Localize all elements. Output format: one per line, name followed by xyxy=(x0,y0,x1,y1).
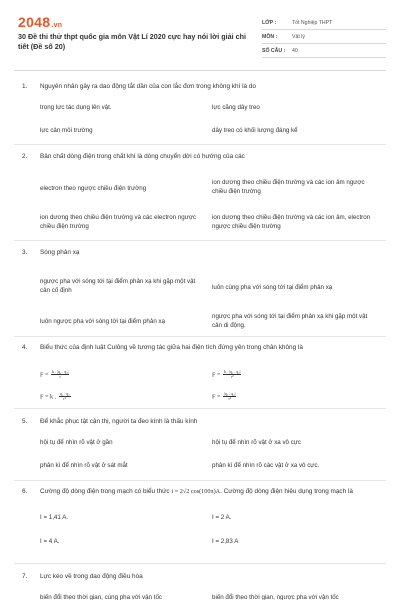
question-text: Để khắc phục tật cận thị, người ta đeo kính là thấu kính xyxy=(40,418,198,425)
question-number: 2. xyxy=(22,153,28,160)
formula-fraction xyxy=(59,392,71,402)
question-stem xyxy=(22,417,378,426)
fraction-denominator: r² xyxy=(63,396,66,402)
question-2 xyxy=(22,152,378,241)
answer-option-a[interactable]: ngược pha với sóng tới tại điểm phản xạ khi gặp một vật cản cố định xyxy=(40,278,196,294)
answer-options xyxy=(40,91,378,141)
answer-options xyxy=(40,352,378,410)
document-meta xyxy=(262,16,386,58)
question-7 xyxy=(22,572,378,600)
question-text: Lực kéo về trong dao động điều hòa xyxy=(40,573,143,580)
formula-lhs: F = k . xyxy=(40,393,57,401)
question-divider xyxy=(14,563,386,564)
answer-options xyxy=(40,161,378,241)
question-3 xyxy=(22,248,378,337)
answer-option-a[interactable]: electron theo ngược chiều điện trường xyxy=(40,185,147,192)
fraction-denominator: r² xyxy=(230,374,234,380)
answer-option-a[interactable]: trọng lực tác dụng lên vật. xyxy=(40,104,112,111)
fraction-numerator: k . |q₁ . q₂| xyxy=(224,369,241,374)
meta-key-mon: MÔN : xyxy=(262,33,278,40)
question-stem xyxy=(22,152,378,161)
answer-option-b[interactable] xyxy=(212,370,372,380)
question-number: 3. xyxy=(22,249,28,256)
answer-option-a[interactable]: I = 1,41 A. xyxy=(40,514,69,521)
answer-option-c[interactable]: phân kì để nhìn rõ vật ở sát mắt xyxy=(40,462,128,469)
question-divider xyxy=(14,408,386,409)
question-5 xyxy=(22,417,378,478)
question-stem xyxy=(22,248,378,257)
fraction-numerator: k . |q₁ . q₂| xyxy=(52,369,69,374)
question-1 xyxy=(22,82,378,141)
document-title: 30 Đề thi thử thpt quốc gia môn Vật Lí 2020 cực hay nói lời giải chi tiết (Đề số 20) xyxy=(18,32,246,51)
question-number: 1. xyxy=(22,83,28,90)
question-text xyxy=(40,487,378,496)
answer-option-c[interactable]: lực cản môi trường xyxy=(40,127,93,134)
meta-key-lop: LỚP : xyxy=(262,19,277,26)
site-logo[interactable] xyxy=(18,14,62,30)
answer-option-c[interactable]: I = 4 A. xyxy=(40,538,60,545)
answer-option-a[interactable] xyxy=(40,370,200,380)
meta-row-lop xyxy=(262,16,386,30)
meta-row-mon xyxy=(262,30,386,44)
stem-formula: i = 2√2 cos(100π)A xyxy=(171,488,221,495)
question-stem xyxy=(22,82,378,91)
answer-option-b[interactable]: lực căng dây treo xyxy=(212,104,260,111)
formula-fraction xyxy=(223,392,236,402)
answer-option-d[interactable]: dây treo có khối lượng đáng kể xyxy=(212,127,298,134)
stem-text-after: . Cường độ dòng điện hiệu dụng trong mạch là xyxy=(220,488,353,495)
fraction-numerator: q₁ . q₂ xyxy=(59,391,70,396)
question-stem xyxy=(22,487,378,496)
question-stem xyxy=(22,572,378,581)
answer-option-a[interactable]: biến đổi theo thời gian, cùng pha với vận tốc xyxy=(40,594,162,600)
question-text: Sóng phản xạ xyxy=(40,249,80,256)
answer-option-c[interactable]: luôn ngược pha với sóng tới tại điểm phản xạ xyxy=(40,318,166,325)
answer-option-a[interactable]: hội tụ để nhìn rõ vật ở gần xyxy=(40,439,113,446)
answer-option-d[interactable]: ion dương theo chiều điện trường và các ion âm, electron ngược chiều điện trường xyxy=(212,214,371,230)
meta-val-mon: Vật lý xyxy=(292,33,305,40)
meta-val-socau: 40 xyxy=(292,47,298,54)
stem-text-before: Cường độ dòng điện trong mạch có biểu thức xyxy=(40,488,170,495)
answer-option-b[interactable]: luôn cùng pha với sóng tới tại điểm phản xạ xyxy=(212,284,333,291)
fraction-numerator: |q₁ . q₂| xyxy=(224,391,236,396)
meta-val-lop: Tốt Nghiệp THPT xyxy=(292,19,333,26)
question-number: 6. xyxy=(22,488,28,495)
question-divider xyxy=(14,144,386,145)
formula-lhs: F = xyxy=(40,371,49,379)
answer-option-d[interactable]: ngược pha với sóng tới tại điểm phản xạ khi gặp một vật cản di động. xyxy=(212,313,368,329)
answer-option-c[interactable] xyxy=(40,392,200,402)
question-number: 5. xyxy=(22,418,28,425)
header-divider xyxy=(14,70,386,71)
formula-fraction xyxy=(51,370,69,380)
question-4 xyxy=(22,343,378,410)
answer-option-b[interactable]: I = 2 A. xyxy=(212,514,232,521)
formula-lhs: F = xyxy=(212,393,221,401)
answer-option-d[interactable] xyxy=(212,392,372,402)
question-stem xyxy=(22,343,378,352)
question-number: 4. xyxy=(22,344,28,351)
question-number: 7. xyxy=(22,573,28,580)
logo-text: 2048 xyxy=(18,14,51,30)
answer-options xyxy=(40,496,378,554)
document-header xyxy=(14,12,386,62)
answer-option-b[interactable]: biến đổi theo thời gian, ngược pha với vận tốc xyxy=(212,594,339,600)
answer-options xyxy=(40,257,378,337)
answer-option-d[interactable]: I = 2,83 A xyxy=(212,538,239,545)
question-text: Bản chất dòng điện trong chất khí là dòng chuyển dời có hướng của các xyxy=(40,153,245,160)
meta-row-socau xyxy=(262,44,386,58)
question-text: Biểu thức của định luật Culông về tương tác giữa hai điện tích đứng yên trong chân không là xyxy=(40,344,303,351)
question-6 xyxy=(22,487,378,554)
answer-option-b[interactable]: ion dương theo chiều điện trường và các ion âm ngược chiều điện trường xyxy=(212,179,365,195)
question-text: Nguyên nhân gây ra dao động tắt dần của con lắc đơn trong không khí là do xyxy=(40,83,256,90)
meta-key-socau: SỐ CÂU : xyxy=(262,47,286,54)
question-divider xyxy=(14,336,386,337)
question-divider xyxy=(14,480,386,481)
logo-suffix: .vn xyxy=(51,22,63,29)
formula-lhs: F = xyxy=(212,371,221,379)
answer-options xyxy=(40,426,378,478)
question-divider xyxy=(14,240,386,241)
answer-option-c[interactable]: ion dương theo chiều điện trường và các electron ngược chiều điện trường xyxy=(40,214,196,230)
formula-fraction xyxy=(223,370,241,380)
answer-option-b[interactable]: hội tụ để nhìn rõ vật ở xa vô cực xyxy=(212,439,302,446)
fraction-denominator: r xyxy=(59,374,61,380)
answer-options xyxy=(40,581,378,600)
fraction-denominator: r² xyxy=(228,396,231,402)
answer-option-d[interactable]: phân kì để nhìn rõ các vật ở xa vô cực. xyxy=(212,462,320,469)
